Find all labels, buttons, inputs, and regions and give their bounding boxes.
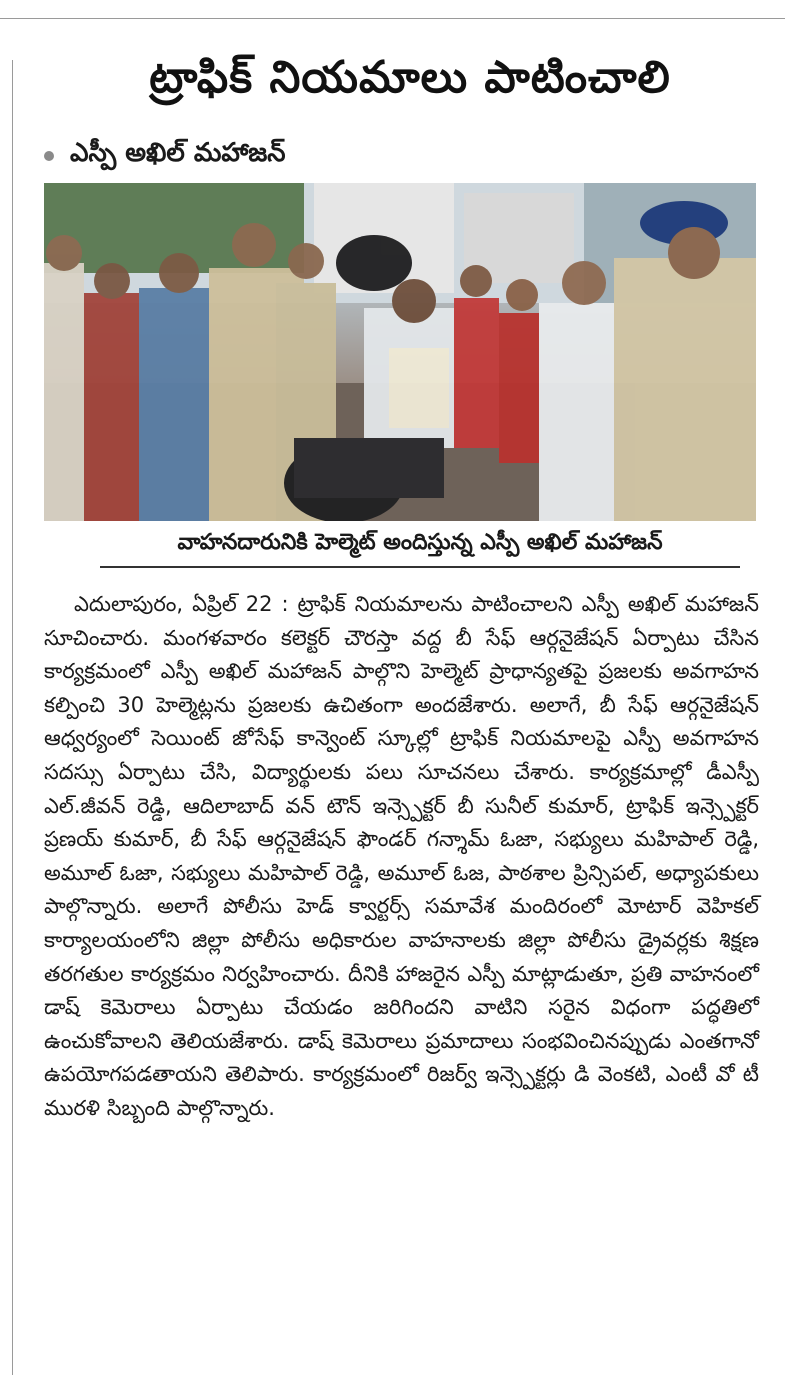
column-divider: [12, 60, 13, 1375]
top-divider: [0, 18, 785, 19]
article-headline: ట్రాఫిక్ నియమాలు పాటించాలి: [149, 52, 671, 103]
news-photo: [44, 183, 756, 521]
subhead-text: ఎస్పీ అఖిల్ మహాజన్: [70, 138, 286, 168]
photo-caption: వాహనదారునికి హెల్మెట్ అందిస్తున్న ఎస్పీ అఖిల్ మహాజన్: [100, 530, 740, 568]
article-body: ఎదులాపురం, ఏప్రిల్ 22 : ట్రాఫిక్ నియమాలను పాటించాలని ఎస్పీ అఖిల్ మహాజన్ సూచించారు. మంగళవారం కలెక్టర్ చౌరస్తా వద్ద బీ సేఫ్ ఆర్గనైజేషన్ ఏర్పాటు చేసిన కార్యక్రమంలో ఎస్పీ అఖిల్ మహాజన్ పాల్గొని హెల్మెట్ ప్రాధాన్యతపై ప్రజలకు అవగాహన కల్పించి 30 హెల్మెట్లను ప్రజలకు ఉచితంగా అందజేశారు. అలాగే, బీ సేఫ్ ఆర్గనైజేషన్ ఆధ్వర్యంలో సెయింట్ జోసేఫ్ కాన్వెంట్ స్కూల్లో ట్రాఫిక్ నియమాలపై ఎస్పీ అవగాహన సదస్సు ఏర్పాటు చేసి, విద్యార్థులకు పలు సూచనలు చేశారు. కార్యక్రమాల్లో డీఎస్పీ ఎల్.జీవన్ రెడ్డి, ఆదిలాబాద్ వన్ టౌన్ ఇన్స్పెక్టర్ బీ సునీల్ కుమార్, ట్రాఫిక్ ఇన్స్పెక్టర్ ప్రణయ్ కుమార్, బీ సేఫ్ ఆర్గనైజేషన్ ఫౌండర్ గన్శామ్ ఓజా, సభ్యులు మహిపాల్ రెడ్డి, అమూల్ ఓజా, సభ్యులు మహిపాల్ రెడ్డి, అమూల్ ఓజ, పాఠశాల ప్రిన్సిపల్, అధ్యాపకులు పాల్గొన్నారు. అలాగే పోలీసు హెడ్ క్వార్టర్స్ సమావేశ మందిరంలో మోటార్ వెహికల్ కార్యాలయంలోని జిల్లా పోలీసు అధికారుల వాహనాలకు జిల్లా పోలీసు డ్రైవర్లకు శిక్షణ తరగతుల కార్యక్రమం నిర్వహించారు. దీనికి హాజరైన ఎస్పీ మాట్లాడుతూ, ప్రతి వాహనంలో డాష్ కెమెరాలు ఏర్పాటు చేయడం జరిగిందని వాటిని సరైన విధంగా పద్ధతిలో ఉంచుకోవాలని తెలియజేశారు. డాష్ కెమెరాలు ప్రమాదాలు సంభవించినప్పుడు ఎంతగానో ఉపయోగపడతాయని తెలిపారు. కార్యక్రమంలో రిజర్వ్ ఇన్స్పెక్టర్లు డి వెంకటి, ఎంటీ వో టీ మురళి సిబ్బంది పాల్గొన్నారు.: [44, 592, 759, 1120]
article-subhead: [44, 138, 784, 174]
bullet-icon: [44, 151, 54, 161]
